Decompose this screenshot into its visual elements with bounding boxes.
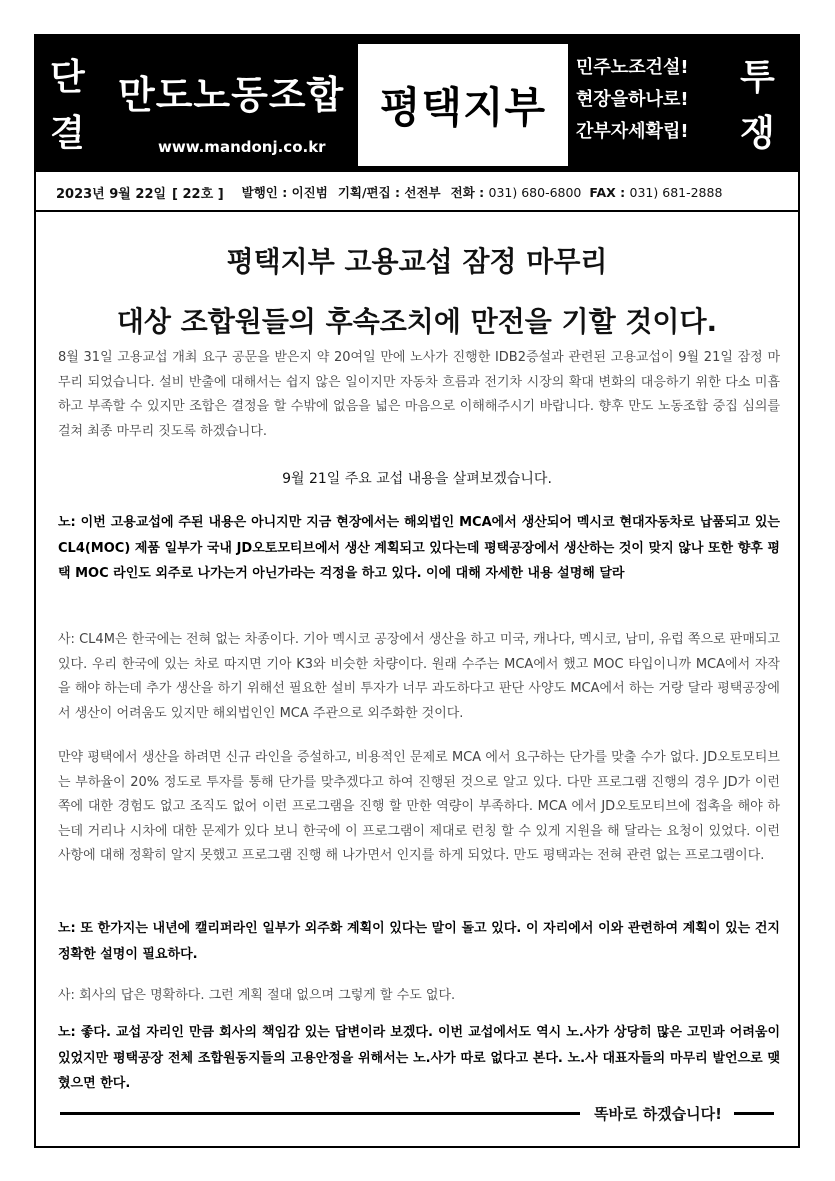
masthead-left-char-2: 결 — [50, 113, 85, 154]
company-answer-2: 사: 회사의 답은 명확하다. 그런 계획 절대 없으며 그렇게 할 수도 없다. — [58, 988, 456, 1003]
union-url[interactable]: www.mandonj.co.kr — [158, 138, 326, 156]
issue-date: 2023년 9월 22일 — [56, 186, 167, 202]
info-bar — [36, 174, 798, 212]
slogan-item: 민주노조건설! — [576, 57, 689, 78]
branch-box — [358, 44, 568, 166]
masthead-right-char-2: 쟁 — [740, 113, 775, 154]
union-name: 만도노동조합 — [118, 73, 345, 117]
article-intro: 8월 31일 고용교섭 개최 요구 공문을 받은지 약 20여일 만에 노사가 진행한 IDB2증설과 관련된 고용교섭이 9월 21일 잠정 마무리 되었습니다. 설비 반출에 대해서는 쉽지 않은 일이지만 자동차 흐름과 전기차 시장의 확대 변화의 대응하기 위한 다소 미흡하고 부족할 수 있지만 조합은 결정을 할 수밖에 없음을 넓은 마음으로 이해해주시기 바랍니다. 향후 만도 노동조합 중집 심의를 걸쳐 최종 마무리 짓도록 하겠습니다. — [58, 350, 780, 439]
publisher: 발행인 : 이진범 — [241, 185, 328, 200]
branch-name: 평택지부 — [379, 83, 547, 132]
slogan-list — [576, 52, 726, 148]
slogan-item: 현장을하나로! — [576, 89, 689, 110]
footer-rule-left — [60, 1112, 580, 1115]
masthead-left-char-1: 단 — [50, 57, 85, 98]
headline-line-2: 대상 조합원들의 후속조치에 만전을 기할 것이다. — [116, 305, 718, 338]
union-question-2: 노: 또 한가지는 내년에 캘리퍼라인 일부가 외주화 계획이 있다는 말이 돌고 있다. 이 자리에서 이와 관련하여 계획이 있는 건지 정확한 설명이 필요하다. — [58, 921, 780, 962]
company-answer-1: 사: CL4M은 한국에는 전혀 없는 차종이다. 기아 멕시코 공장에서 생산을 하고 미국, 캐나다, 멕시코, 남미, 유럽 쪽으로 판매되고 있다. 우리 한국에 있는 차로 따지면 기아 K3와 비슷한 차량이다. 원래 수주는 MCA에서 했고 MOC 타입이니까 MCA에서 자작을 해야 하는데 추가 생산을 하기 위해선 필요한 설비 투자가 너무 과도하다고 판단 사양도 MCA에서 하는 거랑 달라 평택공장에서 생산이 어려움도 있지만 해외법인인 MCA 주관으로 외주화한 것이다. — [58, 632, 780, 721]
article-subhead: 9월 21일 주요 교섭 내용을 살펴보겠습니다. — [282, 471, 552, 487]
masthead — [36, 36, 798, 172]
footer — [60, 1098, 780, 1128]
footer-rule-right — [734, 1112, 774, 1115]
issue-number: [ 22호 ] — [172, 186, 224, 202]
editor: 기획/편집 : 선전부 — [337, 185, 441, 200]
fax: FAX : 031) 681-2888 — [589, 184, 723, 200]
company-answer-1-continued: 만약 평택에서 생산을 하려면 신규 라인을 증설하고, 비용적인 문제로 MCA 에서 요구하는 단가를 맞출 수가 없다. JD오토모티브는 부하율이 20% 정도로 투자를 통해 단가를 맞추겠다고 하여 진행된 것으로 알고 있다. 다만 프로그램 진행의 경우 JD가 이런 쪽에 대한 경험도 없고 조직도 없어 이런 프로그램을 진행 할 만한 역량이 부족하다. MCA 에서 JD오토모티브에 접촉을 해야 하는데 거리나 시차에 대한 문제가 있다 보니 한국에 이 프로그램이 제대로 런칭 할 수 있게 지원을 해 달라는 요청이 있었다. 이런 사항에 대해 정확히 알지 못했고 프로그램 진행 해 나가면서 인지를 하게 되었다. 만도 평택과는 전혀 관련 없는 프로그램이다. — [58, 750, 780, 863]
union-question-1: 노: 이번 고용교섭에 주된 내용은 아니지만 지금 현장에서는 해외법인 MCA에서 생산되어 멕시코 현대자동차로 납품되고 있는 CL4(MOC) 제품 일부가 국내 JD오토모티브에서 생산 계획되고 있다는데 평택공장에서 생산하는 것이 맞지 않나 또한 향후 평택 MOC 라인도 외주로 나가는거 아닌가라는 걱정을 하고 있다. 이에 대해 자세한 내용 설명해 달라 — [58, 515, 780, 581]
union-question-3: 노: 좋다. 교섭 자리인 만큼 회사의 책임감 있는 답변이라 보겠다. 이번 교섭에서도 역시 노.사가 상당히 많은 고민과 어려움이 있었지만 평택공장 전체 조합원동지들의 고용안정을 위해서는 노.사가 따로 없다고 본다. 노.사 대표자들의 마무리 발언으로 맺혔으면 한다. — [58, 1025, 780, 1091]
phone: 전화 : 031) 680-6800 — [450, 185, 582, 200]
masthead-right-char-1: 투 — [740, 57, 775, 98]
headline-line-1: 평택지부 고용교섭 잠정 마무리 — [226, 245, 608, 278]
slogan-item: 간부자세확립! — [576, 121, 689, 142]
footer-slogan: 똑바로 하겠습니다! — [594, 1104, 722, 1123]
